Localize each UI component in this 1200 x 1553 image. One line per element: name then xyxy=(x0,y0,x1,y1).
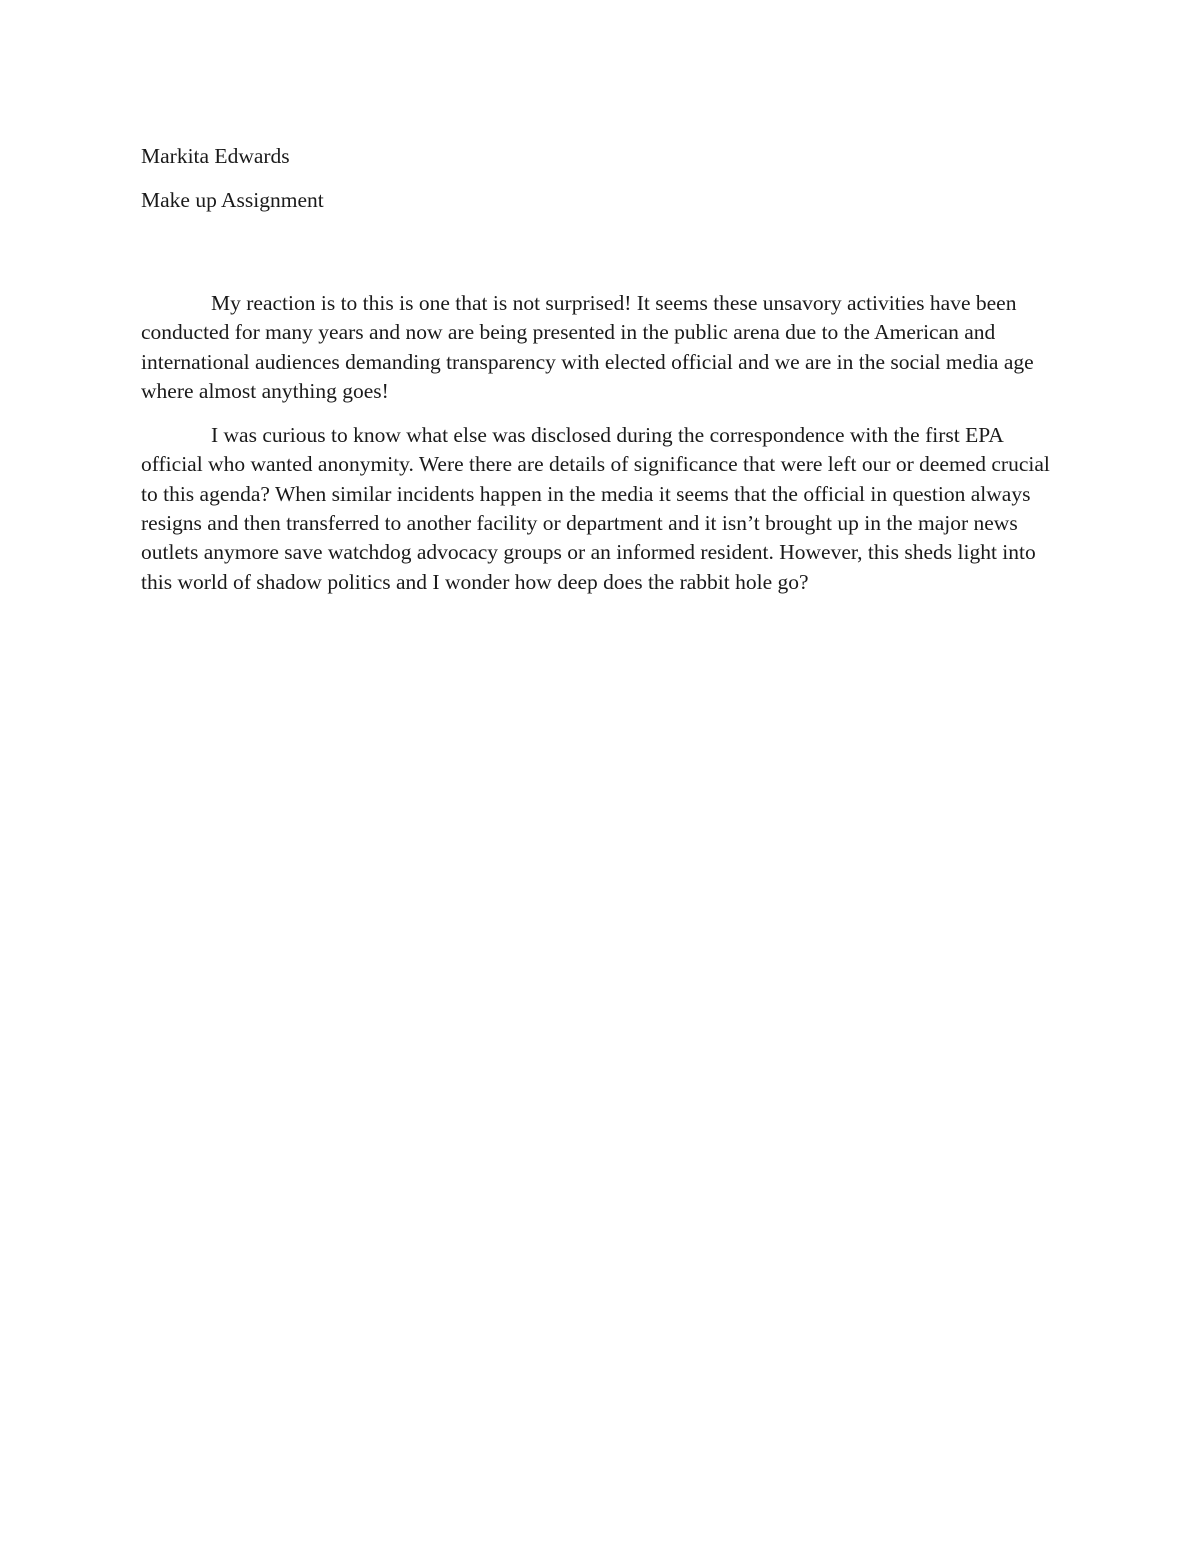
document-body xyxy=(141,140,1061,597)
assignment-title: Make up Assignment xyxy=(141,188,324,212)
author-name: Markita Edwards xyxy=(141,144,290,168)
body-paragraph-1: My reaction is to this is one that is not surprised! It seems these unsavory activities have been conducted for many years and now are being presented in the public arena due to the American and international audiences demanding transparency with elected official and we are in the social media age where almost anything goes! xyxy=(141,291,1034,403)
body-paragraph-2: I was curious to know what else was disclosed during the correspondence with the first EPA official who wanted anonymity. Were there are details of significance that were left our or deemed crucial to this agenda? When similar incidents happen in the media it seems that the official in question always resigns and then transferred to another facility or department and it isn’t brought up in the major news outlets anymore save watchdog advocacy groups or an informed resident. However, this sheds light into this world of shadow politics and I wonder how deep does the rabbit hole go? xyxy=(141,423,1050,594)
